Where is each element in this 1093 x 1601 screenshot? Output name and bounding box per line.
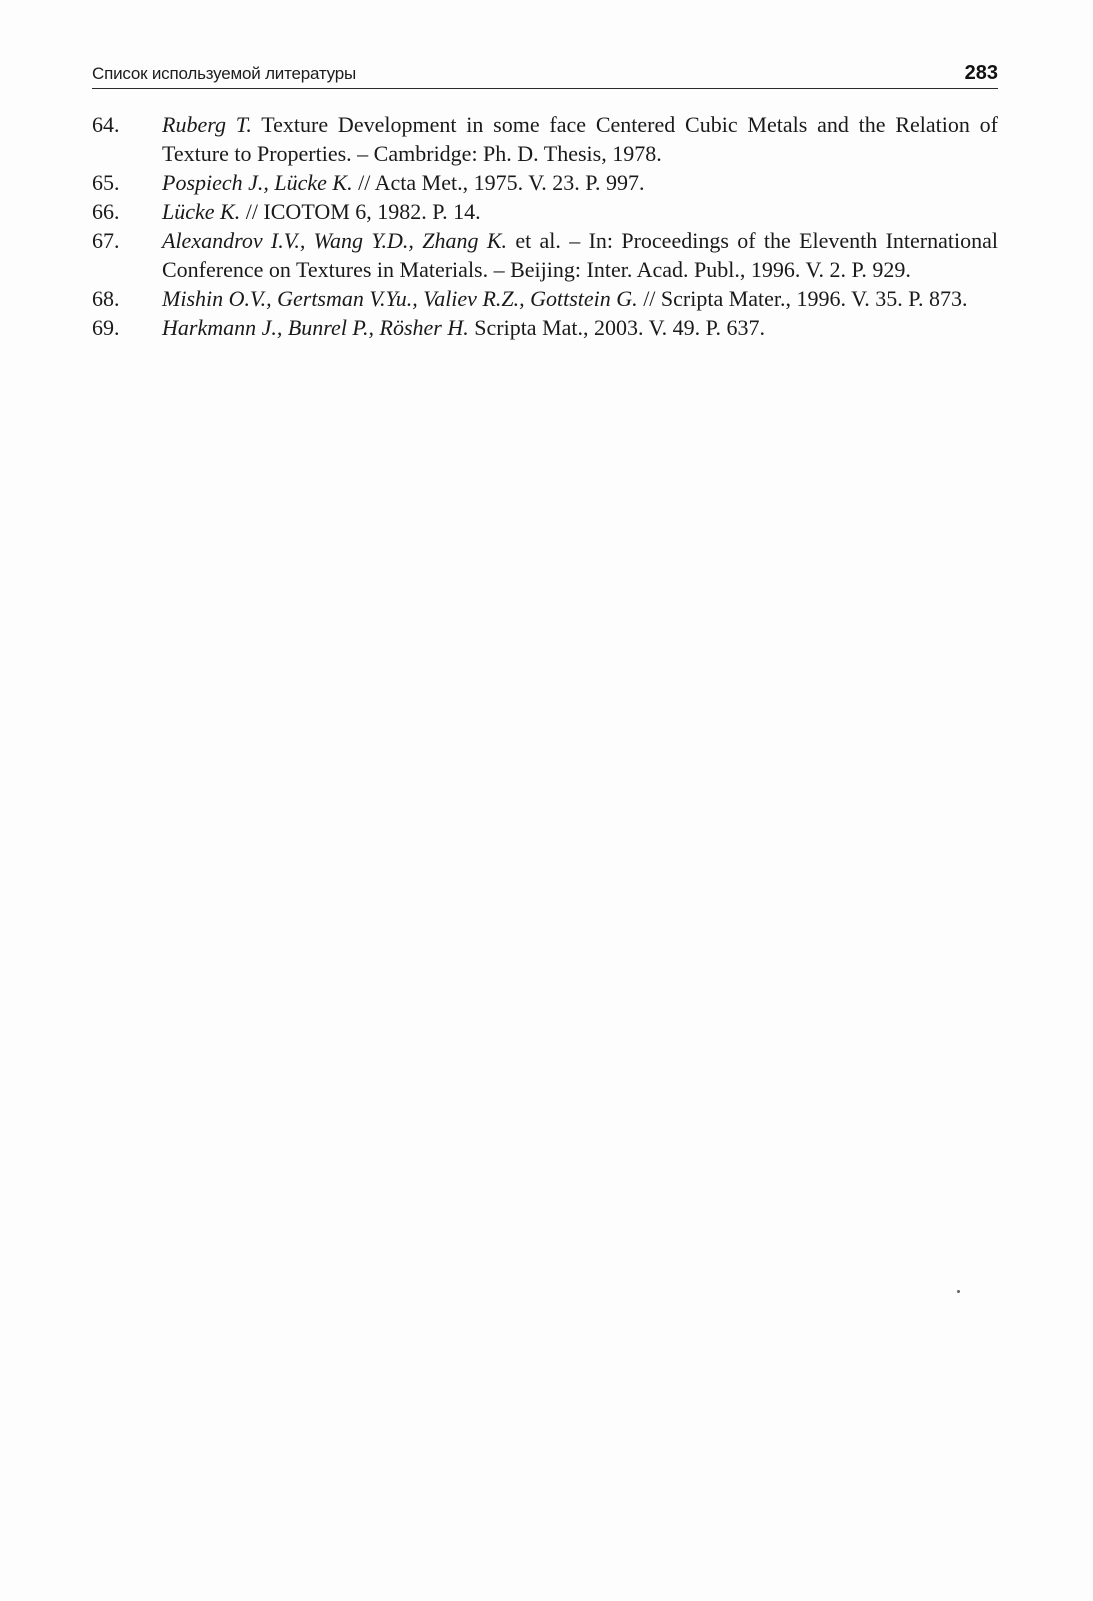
reference-text: Scripta Mat., 2003. V. 49. P. 637. <box>468 315 765 340</box>
scan-speck <box>957 1290 960 1293</box>
reference-item <box>92 313 998 342</box>
reference-number: 67. <box>92 228 120 253</box>
running-header <box>92 58 998 89</box>
reference-text: // ICOTOM 6, 1982. P. 14. <box>240 199 481 224</box>
reference-item <box>92 168 998 197</box>
reference-authors: Lücke K. <box>162 199 241 224</box>
reference-text: // Scripta Mater., 1996. V. 35. P. 873. <box>637 286 968 311</box>
reference-number: 64. <box>92 112 120 137</box>
reference-text: et al. – In: Proceedings of the Eleventh International Conference on Textures in Materials. – Beijing: Inter. Acad. Publ., 1996. V. 2. P. 929. <box>162 228 998 282</box>
reference-text: Texture Development in some face Centered Cubic Metals and the Relation of Texture to Properties. – Cambridge: Ph. D. Thesis, 1978. <box>162 112 998 166</box>
reference-item <box>92 284 998 313</box>
reference-text: // Acta Met., 1975. V. 23. P. 997. <box>352 170 645 195</box>
reference-authors: Alexandrov I.V., Wang Y.D., Zhang K. <box>162 228 507 253</box>
reference-number: 65. <box>92 170 120 195</box>
reference-authors: Mishin O.V., Gertsman V.Yu., Valiev R.Z., Gottstein G. <box>162 286 638 311</box>
reference-list <box>92 110 998 342</box>
reference-authors: Ruberg T. <box>162 112 252 137</box>
running-title: Список используемой литературы <box>92 64 357 83</box>
reference-authors: Harkmann J., Bunrel P., Rösher H. <box>162 315 469 340</box>
reference-authors: Pospiech J., Lücke K. <box>162 170 353 195</box>
reference-number: 68. <box>92 286 120 311</box>
reference-number: 69. <box>92 315 120 340</box>
reference-item <box>92 226 998 284</box>
reference-item <box>92 110 998 168</box>
reference-item <box>92 197 998 226</box>
page-number: 283 <box>964 62 998 84</box>
reference-number: 66. <box>92 199 120 224</box>
